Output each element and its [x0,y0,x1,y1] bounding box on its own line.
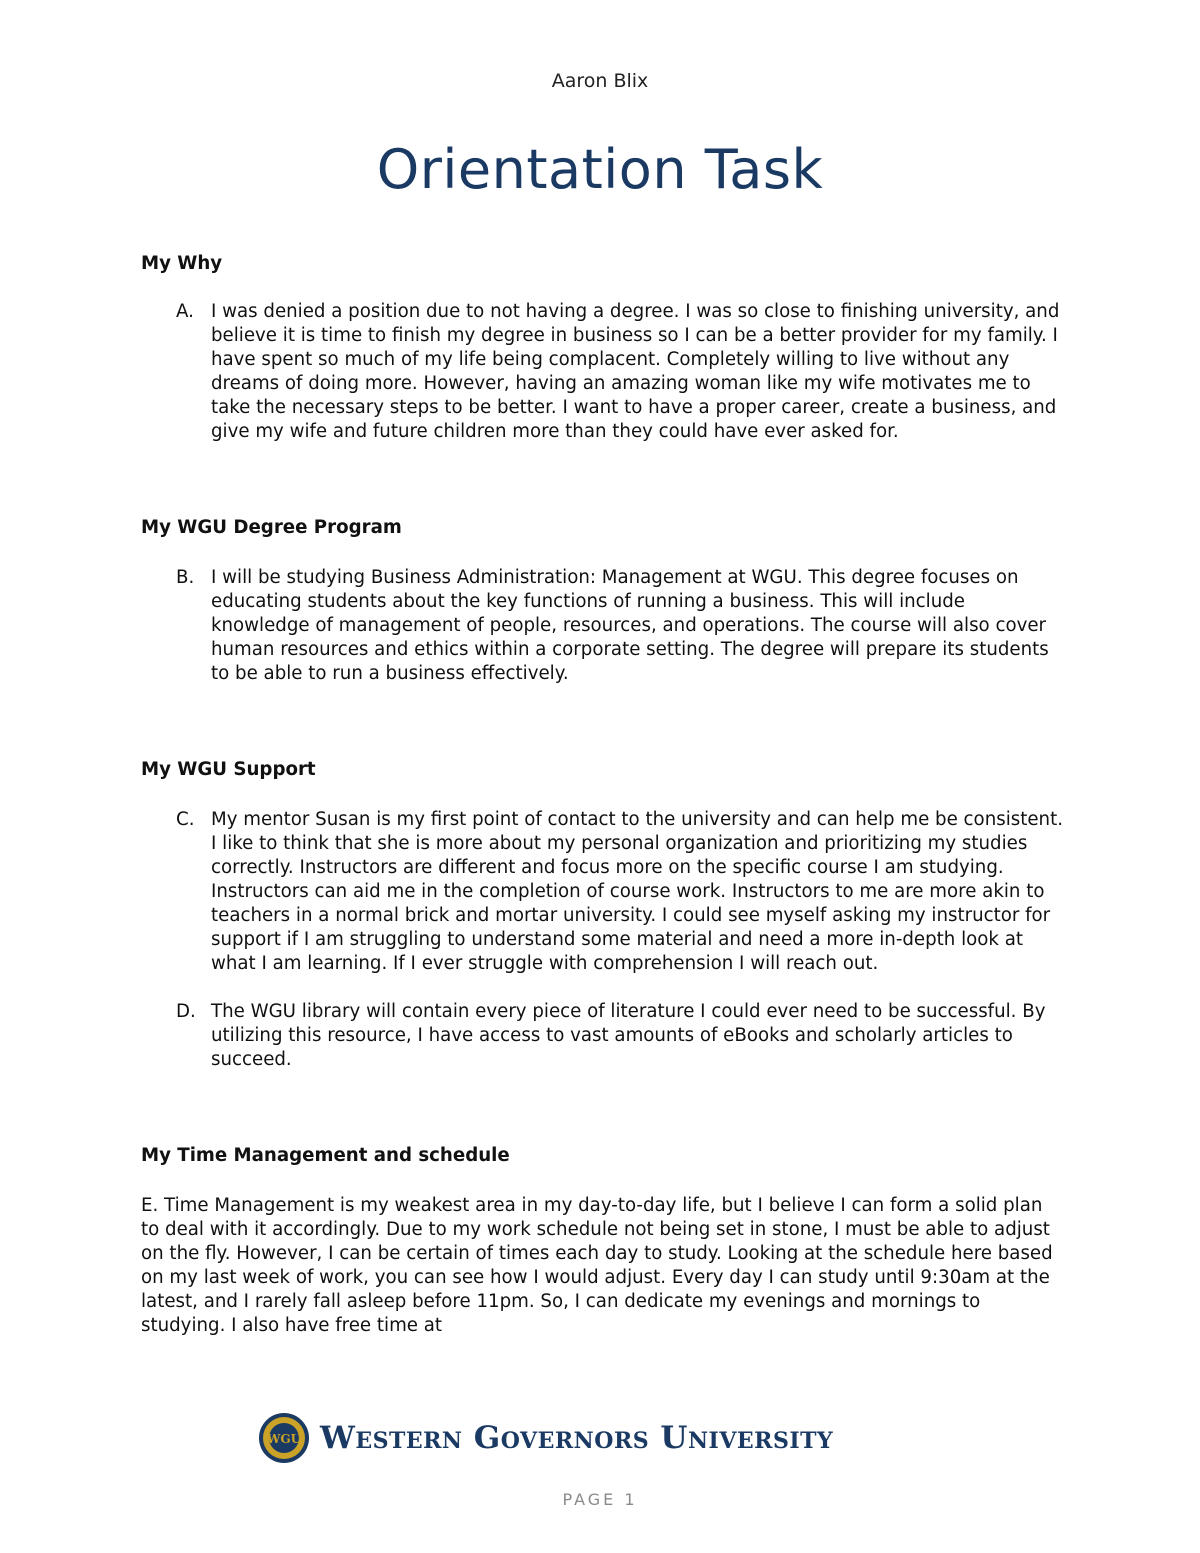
section-heading-degree-program: My WGU Degree Program [141,517,402,538]
seal-letters: WGU [266,1432,302,1446]
list-letter: C. [176,809,195,830]
section-heading-time-management: My Time Management and schedule [141,1145,510,1166]
list-text: I will be studying Business Administration: Management at WGU. This degree focuses on educating students about the key functions of running a business. This will include knowledge of management of people, resources, and operations. The course will also cover human resources and ethics within a corporate setting. The degree will prepare its students to be able to run a business effectively. [211,567,1049,684]
page-number: PAGE 1 [562,1490,638,1509]
list-item-b [141,566,1066,686]
header-author: Aaron Blix [551,70,649,92]
list-text: The WGU library will contain every piece of literature I could ever need to be successful. By utilizing this resource, I have access to vast amounts of eBooks and scholarly articles to succeed. [211,1001,1046,1070]
document-body [141,252,1066,1338]
list-item-a [141,300,1066,444]
list-text: My mentor Susan is my first point of contact to the university and can help me be consistent. I like to think that she is more about my personal organization and prioritizing my studies correctly. Instructors are different and focus more on the specific course I am studying. Instructors can aid me in the completion of course work. Instructors to me are more akin to teachers in a normal brick and mortar university. I could see myself asking my instructor for support if I am struggling to understand some material and need a more in-depth look at what I am learning. If I ever struggle with comprehension I will reach out. [211,809,1063,974]
section-heading-my-why: My Why [141,253,223,274]
time-management-paragraph: E. Time Management is my weakest area in my day-to-day life, but I believe I can form a solid plan to deal with it accordingly. Due to my work schedule not being set in stone, I must be able to adjust on the fly. However, I can be certain of times each day to study. Looking at the schedule here based on my last week of work, you can see how I would adjust. Every day I can study until 9:30am at the latest, and I rarely fall asleep before 11pm. So, I can dedicate my evenings and mornings to studying. I also have free time at [141,1195,1053,1336]
section-heading-support: My WGU Support [141,759,316,780]
logo-wordmark: Western Governors University [320,1420,834,1456]
document-title: Orientation Task [376,138,824,201]
list-text: I was denied a position due to not having a degree. I was so close to finishing university, and believe it is time to finish my degree in business so I can be a better provider for my family. I have spent so much of my life being complacent. Completely willing to live without any dreams of doing more. However, having an amazing woman like my wife motivates me to take the necessary steps to be better. I want to have a proper career, create a business, and give my wife and future children more than they could have ever asked for. [211,301,1060,442]
list-letter: D. [176,1001,196,1022]
list-item-d [141,1000,1066,1072]
wgu-logo [258,1412,833,1464]
list-letter: B. [176,567,195,588]
list-item-c [141,808,1066,976]
list-letter: A. [176,301,194,322]
wgu-seal-icon [258,1412,310,1464]
